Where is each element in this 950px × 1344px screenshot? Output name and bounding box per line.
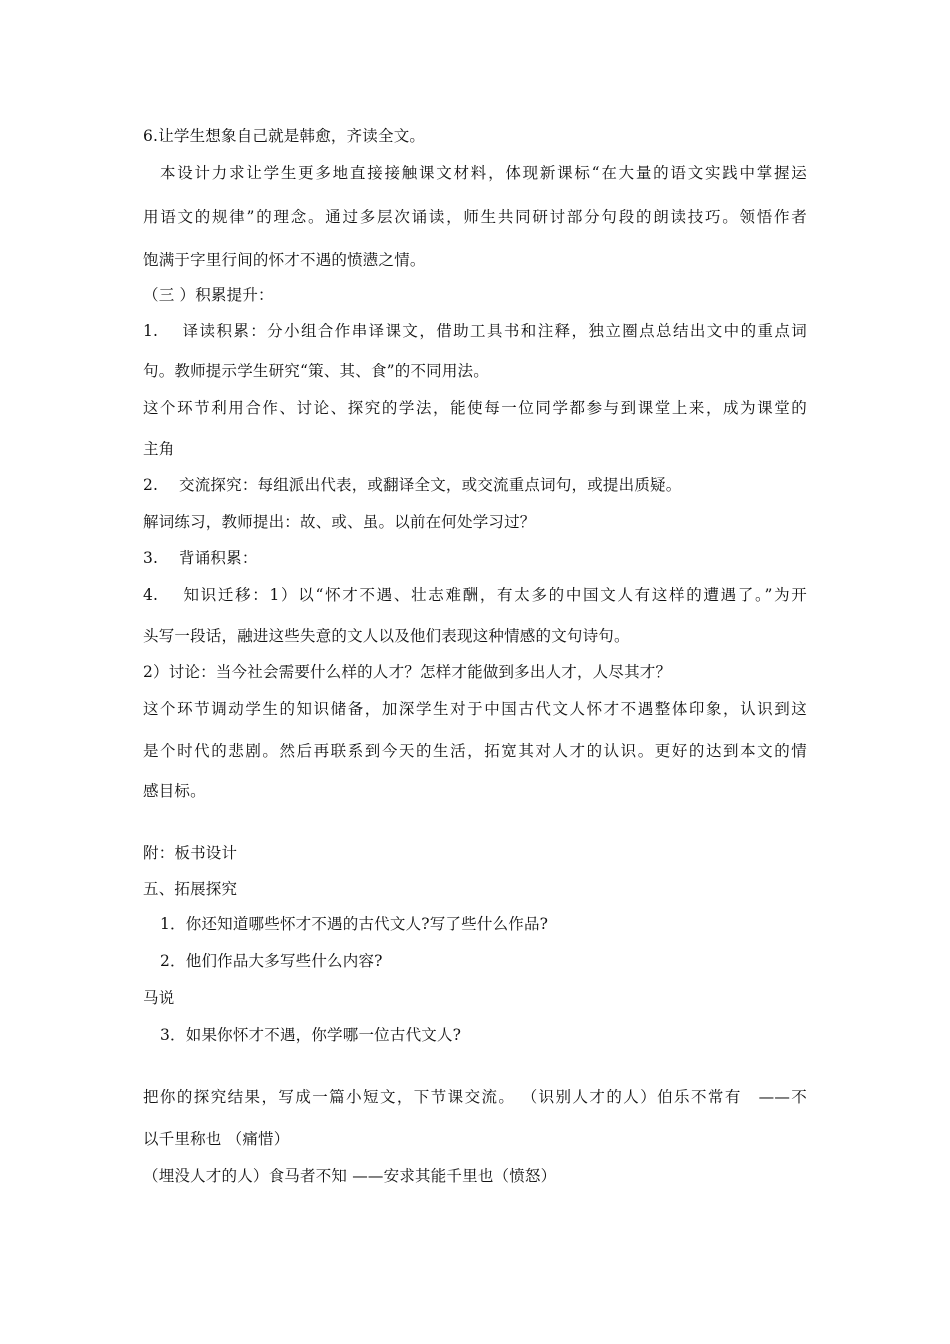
list-item-3: 3. 背诵积累：	[143, 549, 258, 567]
list-item-4-line-2: 头写一段话，融进这些失意的文人以及他们表现这种情感的文句诗句。	[143, 627, 630, 645]
paragraph-line-27: （埋没人才的人）食马者不知 ——安求其能千里也（愤怒）	[143, 1167, 557, 1185]
paragraph-line-2: 本设计力求让学生更多地直接接触课文材料，体现新课标“在大量的语文实践中掌握运	[160, 164, 807, 182]
section-heading-accumulate: （三 ）积累提升：	[143, 286, 274, 304]
question-3: 3．如果你怀才不遇，你学哪一位古代文人?	[160, 1026, 462, 1044]
discussion-line: 2）讨论：当今社会需要什么样的人才？怎样才能做到多出人才，人尽其才？	[143, 663, 672, 681]
list-item-4-line-1: 4. 知识迁移：1）以“怀才不遇、壮志难酬，有太多的中国文人有这样的遭遇了。”为开	[143, 586, 807, 604]
paragraph-line-11: 解词练习，教师提出：故、或、虽。以前在何处学习过？	[143, 513, 536, 531]
paragraph-line-26: 以千里称也 （痛惜）	[143, 1130, 290, 1148]
paragraph-line-18: 感目标。	[143, 782, 206, 800]
paragraph-line-4: 饱满于字里行间的怀才不遇的愤懑之情。	[143, 251, 426, 269]
paragraph-line-25: 把你的探究结果，写成一篇小短文，下节课交流。 （识别人才的人）伯乐不常有 ——不	[143, 1088, 807, 1106]
list-item-2: 2. 交流探究：每组派出代表，或翻译全文，或交流重点词句，或提出质疑。	[143, 476, 682, 494]
paragraph-line-3: 用语文的规律”的理念。通过多层次诵读，师生共同研讨部分句段的朗读技巧。领悟作者	[143, 208, 807, 226]
question-1: 1．你还知道哪些怀才不遇的古代文人?写了些什么作品?	[160, 915, 549, 933]
paragraph-line-1: 6.让学生想象自己就是韩愈，齐读全文。	[143, 127, 426, 145]
paragraph-line-16: 这个环节调动学生的知识储备，加深学生对于中国古代文人怀才不遇整体印象，认识到这	[143, 700, 807, 718]
board-title: 马说	[143, 989, 175, 1007]
paragraph-line-9: 主角	[143, 440, 175, 458]
section-heading-extension: 五、拓展探究	[143, 880, 238, 898]
paragraph-line-8: 这个环节利用合作、讨论、探究的学法，能使每一位同学都参与到课堂上来，成为课堂的	[143, 399, 807, 417]
question-2: 2．他们作品大多写些什么内容?	[160, 952, 383, 970]
list-item-1-line-1: 1. 译读积累：分小组合作串译课文，借助工具书和注释，独立圈点总结出文中的重点词	[143, 322, 807, 340]
paragraph-line-17: 是个时代的悲剧。然后再联系到今天的生活，拓宽其对人才的认识。更好的达到本文的情	[143, 742, 807, 760]
list-item-1-line-2: 句。教师提示学生研究“策、其、食”的不同用法。	[143, 362, 489, 380]
appendix-heading: 附：板书设计	[143, 844, 238, 862]
